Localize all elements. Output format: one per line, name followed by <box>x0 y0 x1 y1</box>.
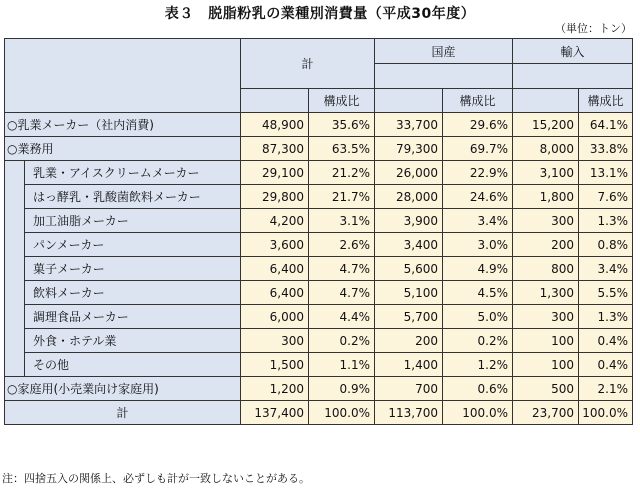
import-ratio: 5.5% <box>579 281 633 305</box>
total-ratio: 1.1% <box>309 353 375 377</box>
domestic-ratio: 100.0% <box>443 401 513 425</box>
row-label: 外食・ホテル業 <box>25 329 241 353</box>
import-value: 300 <box>513 209 579 233</box>
domestic-value: 33,700 <box>375 113 443 137</box>
header-total-value <box>241 89 309 113</box>
import-ratio: 13.1% <box>579 161 633 185</box>
table-row <box>5 305 633 329</box>
total-ratio: 21.7% <box>309 185 375 209</box>
import-value: 8,000 <box>513 137 579 161</box>
header-import-spacer <box>513 64 633 89</box>
header-import: 輸入 <box>513 39 633 64</box>
total-value: 87,300 <box>241 137 309 161</box>
row-label: 計 <box>5 401 241 425</box>
table-row <box>5 233 633 257</box>
table-row <box>5 113 633 137</box>
domestic-ratio: 1.2% <box>443 353 513 377</box>
domestic-ratio: 29.6% <box>443 113 513 137</box>
header-row-1 <box>5 39 633 64</box>
footnote: 注：四捨五入の関係上、必ずしも計が一致しないことがある。 <box>2 472 310 485</box>
domestic-value: 200 <box>375 329 443 353</box>
domestic-value: 5,600 <box>375 257 443 281</box>
total-value: 4,200 <box>241 209 309 233</box>
import-value: 800 <box>513 257 579 281</box>
total-ratio: 2.6% <box>309 233 375 257</box>
table-row <box>5 281 633 305</box>
table-row <box>5 377 633 401</box>
header-total-ratio: 構成比 <box>309 89 375 113</box>
total-ratio: 4.4% <box>309 305 375 329</box>
domestic-ratio: 0.2% <box>443 329 513 353</box>
total-value: 1,200 <box>241 377 309 401</box>
total-value: 29,800 <box>241 185 309 209</box>
total-value: 48,900 <box>241 113 309 137</box>
domestic-value: 28,000 <box>375 185 443 209</box>
total-value: 3,600 <box>241 233 309 257</box>
total-value: 6,400 <box>241 257 309 281</box>
domestic-value: 26,000 <box>375 161 443 185</box>
total-ratio: 4.7% <box>309 257 375 281</box>
row-label: 飲料メーカー <box>25 281 241 305</box>
import-value: 200 <box>513 233 579 257</box>
total-ratio: 0.9% <box>309 377 375 401</box>
domestic-ratio: 69.7% <box>443 137 513 161</box>
table-row <box>5 329 633 353</box>
domestic-ratio: 0.6% <box>443 377 513 401</box>
import-ratio: 1.3% <box>579 209 633 233</box>
total-ratio: 100.0% <box>309 401 375 425</box>
import-value: 3,100 <box>513 161 579 185</box>
header-domestic-ratio: 構成比 <box>443 89 513 113</box>
import-ratio: 0.4% <box>579 329 633 353</box>
row-label: 加工油脂メーカー <box>25 209 241 233</box>
domestic-value: 79,300 <box>375 137 443 161</box>
import-ratio: 3.4% <box>579 257 633 281</box>
total-ratio: 3.1% <box>309 209 375 233</box>
domestic-ratio: 3.4% <box>443 209 513 233</box>
total-value: 1,500 <box>241 353 309 377</box>
unit-label: （単位：トン） <box>555 22 632 35</box>
total-value: 137,400 <box>241 401 309 425</box>
table-row <box>5 137 633 161</box>
table-row <box>5 161 633 185</box>
domestic-ratio: 5.0% <box>443 305 513 329</box>
total-ratio: 0.2% <box>309 329 375 353</box>
domestic-ratio: 22.9% <box>443 161 513 185</box>
total-value: 29,100 <box>241 161 309 185</box>
header-domestic-spacer <box>375 64 513 89</box>
domestic-value: 1,400 <box>375 353 443 377</box>
total-value: 6,400 <box>241 281 309 305</box>
row-label: はっ酵乳・乳酸菌飲料メーカー <box>25 185 241 209</box>
import-value: 1,300 <box>513 281 579 305</box>
row-label: ○業務用 <box>5 137 241 161</box>
domestic-value: 3,400 <box>375 233 443 257</box>
import-ratio: 1.3% <box>579 305 633 329</box>
table-row <box>5 257 633 281</box>
header-total: 計 <box>241 39 375 89</box>
import-value: 15,200 <box>513 113 579 137</box>
total-ratio: 21.2% <box>309 161 375 185</box>
domestic-value: 113,700 <box>375 401 443 425</box>
domestic-value: 5,700 <box>375 305 443 329</box>
total-value: 300 <box>241 329 309 353</box>
row-label: 調理食品メーカー <box>25 305 241 329</box>
import-value: 300 <box>513 305 579 329</box>
page-title: 表３ 脱脂粉乳の業種別消費量（平成30年度） <box>164 6 476 22</box>
header-domestic: 国産 <box>375 39 513 64</box>
domestic-ratio: 24.6% <box>443 185 513 209</box>
domestic-value: 3,900 <box>375 209 443 233</box>
total-ratio: 4.7% <box>309 281 375 305</box>
import-value: 100 <box>513 353 579 377</box>
row-label: ○乳業メーカー（社内消費) <box>5 113 241 137</box>
domestic-ratio: 4.9% <box>443 257 513 281</box>
import-value: 23,700 <box>513 401 579 425</box>
domestic-value: 5,100 <box>375 281 443 305</box>
header-import-value <box>513 89 579 113</box>
import-value: 500 <box>513 377 579 401</box>
row-label: 菓子メーカー <box>25 257 241 281</box>
import-ratio: 33.8% <box>579 137 633 161</box>
row-label: パンメーカー <box>25 233 241 257</box>
row-label: ○家庭用(小売業向け家庭用) <box>5 377 241 401</box>
consumption-table <box>4 38 633 425</box>
total-ratio: 35.6% <box>309 113 375 137</box>
import-ratio: 64.1% <box>579 113 633 137</box>
domestic-ratio: 3.0% <box>443 233 513 257</box>
import-value: 1,800 <box>513 185 579 209</box>
total-value: 6,000 <box>241 305 309 329</box>
header-domestic-value <box>375 89 443 113</box>
import-ratio: 0.4% <box>579 353 633 377</box>
indent-cell <box>5 161 25 377</box>
domestic-ratio: 4.5% <box>443 281 513 305</box>
table-row <box>5 209 633 233</box>
header-corner <box>5 39 241 113</box>
table-row <box>5 185 633 209</box>
import-ratio: 100.0% <box>579 401 633 425</box>
header-import-ratio: 構成比 <box>579 89 633 113</box>
total-ratio: 63.5% <box>309 137 375 161</box>
row-label: その他 <box>25 353 241 377</box>
total-row <box>5 401 633 425</box>
row-label: 乳業・アイスクリームメーカー <box>25 161 241 185</box>
import-value: 100 <box>513 329 579 353</box>
import-ratio: 7.6% <box>579 185 633 209</box>
import-ratio: 0.8% <box>579 233 633 257</box>
table-row <box>5 353 633 377</box>
import-ratio: 2.1% <box>579 377 633 401</box>
domestic-value: 700 <box>375 377 443 401</box>
